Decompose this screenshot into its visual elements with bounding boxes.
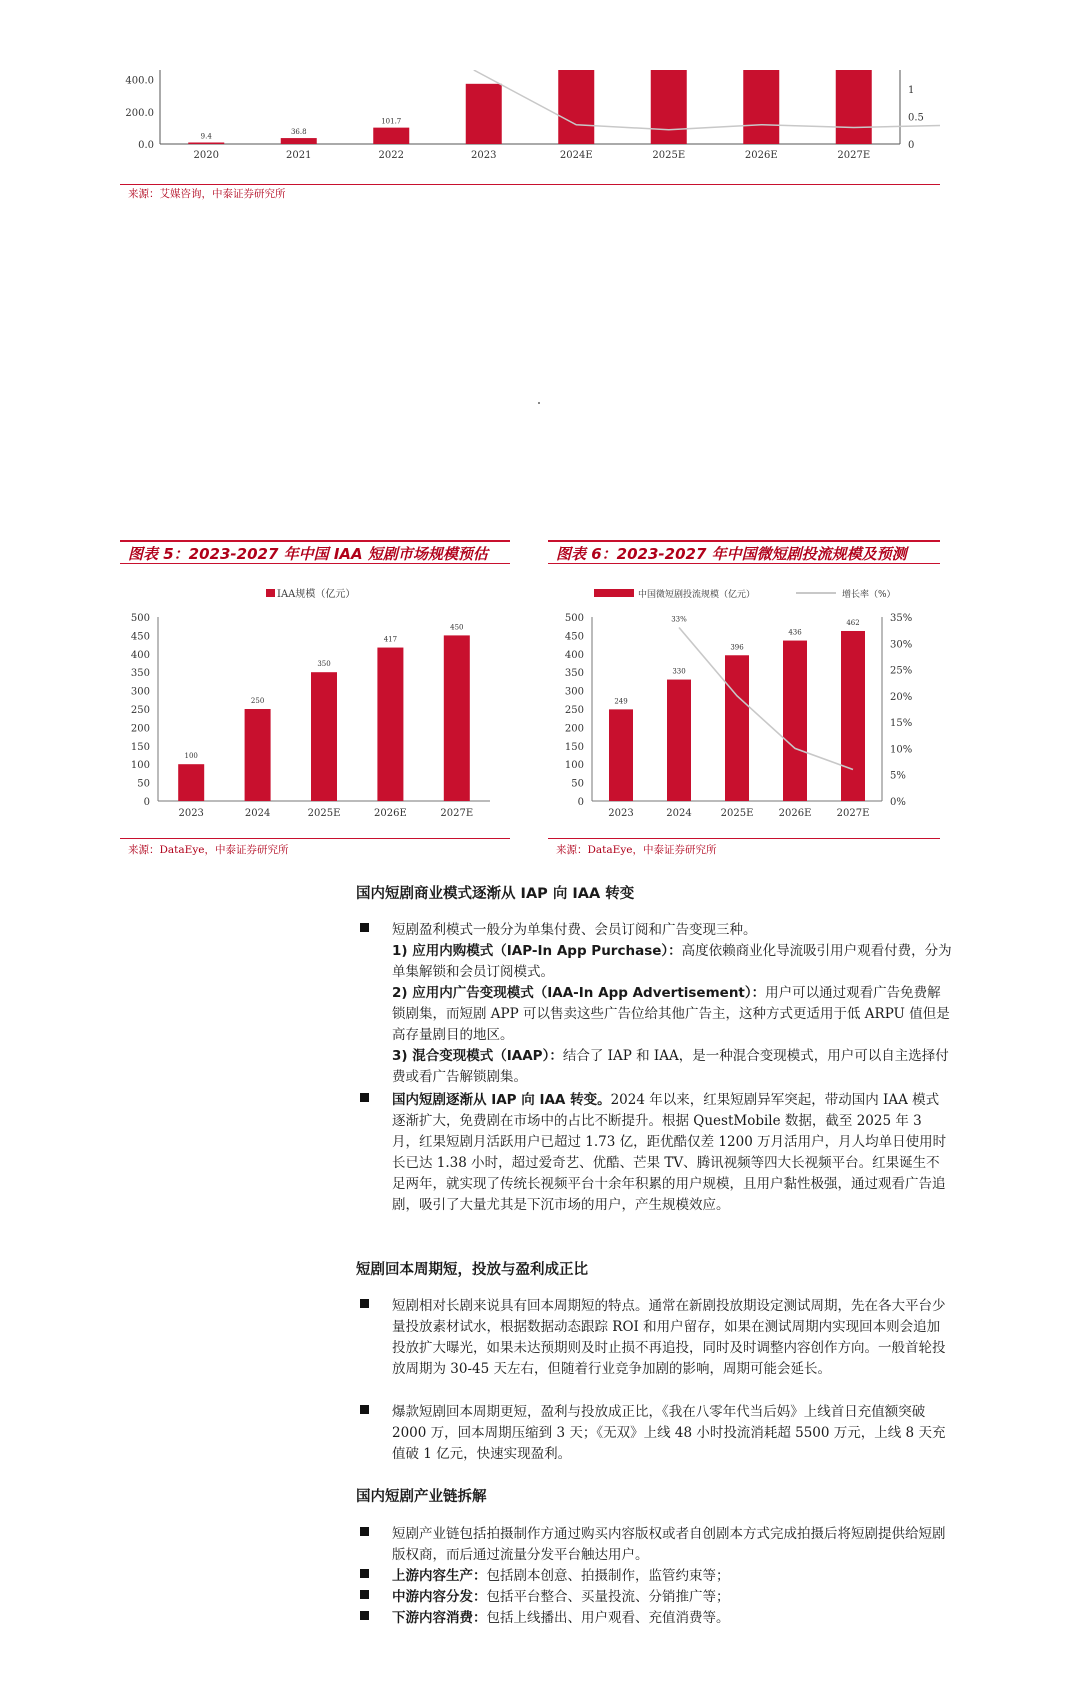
top-chart-source: 来源：艾媒咨询，中泰证券研究所 xyxy=(128,188,286,200)
y2-tick-label: 0.5 xyxy=(908,112,924,124)
bar xyxy=(651,70,687,144)
x-tick-label: 2027E xyxy=(440,808,474,819)
y-tick-label: 150 xyxy=(130,741,150,753)
bullet-text: 爆款短剧回本周期更短，盈利与投放成正比，《我在八零年代当后妈》上线首日充值额突破 2000 万，回本周期压缩到 3 天；《无双》上线 48 小时投流消耗超 5500 万元，上线 8 天充值破 1 亿元，快速实现盈利。 xyxy=(392,1404,946,1462)
bar xyxy=(466,84,502,144)
bar xyxy=(667,680,691,801)
bullet-square-icon xyxy=(360,1093,369,1102)
bar xyxy=(281,138,317,144)
bullet-square-icon xyxy=(360,1527,369,1536)
y-tick-label: 50 xyxy=(571,778,584,790)
bar xyxy=(188,142,224,144)
x-tick-label: 2024E xyxy=(559,150,593,161)
fig5-bottom-rule xyxy=(120,838,510,839)
bar xyxy=(841,631,865,801)
bar-value-label: 417 xyxy=(383,635,398,644)
legend-label: IAA规模（亿元） xyxy=(277,589,356,600)
legend-swatch xyxy=(266,589,275,597)
y-tick-label: 0 xyxy=(577,797,584,808)
y-tick-label: 200 xyxy=(130,723,150,735)
y-tick-label: 200 xyxy=(564,723,584,735)
fig6-source: 来源：DataEye，中泰证券研究所 xyxy=(556,844,717,856)
bar xyxy=(558,70,594,144)
bullet-square-icon xyxy=(360,1611,369,1620)
legend-bar-swatch xyxy=(594,589,634,597)
bullet-text: 短剧盈利模式一般分为单集付费、会员订阅和广告变现三种。 xyxy=(392,922,757,938)
bar xyxy=(783,641,807,801)
x-tick-label: 2023 xyxy=(471,150,497,161)
x-tick-label: 2026E xyxy=(778,808,812,819)
y-tick-label: 250 xyxy=(130,705,150,716)
bullet-square-icon xyxy=(360,1405,369,1414)
fig6-chart xyxy=(548,575,940,835)
bar xyxy=(311,672,337,801)
x-tick-label: 2022 xyxy=(378,150,404,161)
legend-line-label: 增长率（%） xyxy=(842,590,896,600)
bar xyxy=(245,709,271,801)
bullet-text: 中游内容分发：包括平台整合、买量投流、分销推广等； xyxy=(392,1589,730,1605)
bar-value-label: 350 xyxy=(317,660,331,669)
legend-bar-label: 中国微短剧投流规模（亿元） xyxy=(638,590,756,600)
y-tick-label: 450 xyxy=(564,631,584,643)
y-tick-label: 450 xyxy=(130,631,150,643)
divider xyxy=(120,184,940,185)
bar xyxy=(444,635,470,801)
y-tick-label: 0 xyxy=(143,797,150,808)
bullet-square-icon xyxy=(360,1590,369,1599)
sub-point-iaap: 3) 混合变现模式（IAAP）：结合了 IAP 和 IAA，是一种混合变现模式，用户可以自主选择付费或看广告解锁剧集。 xyxy=(392,1048,949,1085)
y2-tick-label: 20% xyxy=(890,691,913,703)
bar xyxy=(178,764,204,801)
bar xyxy=(377,648,403,801)
x-tick-label: 2020 xyxy=(193,150,219,161)
fig6-bottom-rule xyxy=(548,838,940,839)
bullet-text: 国内短剧逐渐从 IAP 向 IAA 转变。2024 年以来，红果短剧异军突起，带动国内 IAA 模式逐渐扩大，免费剧在市场中的占比不断提升。根据 QuestMobile 数据，截至 2025 年 3 月，红果短剧月活跃用户已超过 1.73 亿，距优酷仅差 1200 万月活用户，月人均单日使用时长已达 1.38 小时，超过爱奇艺、优酷、芒果 TV、腾讯视频等四大长视频平台。红果诞生不足两年，就实现了传统长视频平台十余年积累的用户规模，且用户黏性极强，通过观看广告追剧，吸引了大量尤其是下沉市场的用户，产生规模效应。 xyxy=(392,1092,947,1213)
bullet-text: 上游内容生产：包括剧本创意、拍摄制作，监管约束等； xyxy=(392,1568,730,1584)
bar xyxy=(609,709,633,801)
y2-tick-label: 10% xyxy=(890,744,913,756)
bullet-text: 短剧相对长剧来说具有回本周期短的特点。通常在新剧投放期设定测试周期，先在各大平台少量投放素材试水，根据数据动态跟踪 ROI 和用户留存，如果在测试周期内实现回本则会追加投放扩大曝光，如果未达预期则及时止损不再追投，同时及时调整内容创作方向。一般首轮投放周期为 30-45 天左右，但随着行业竞争加剧的影响，周期可能会延长。 xyxy=(392,1298,946,1377)
bar-value-label: 330 xyxy=(672,667,686,676)
y-tick-label: 250 xyxy=(564,705,584,716)
section-heading-2: 短剧回本周期短，投放与盈利成正比 xyxy=(356,1262,588,1278)
y2-tick-label: 1 xyxy=(908,85,915,96)
fig5-title: 图表 5：2023-2027 年中国 IAA 短剧市场规模预估 xyxy=(120,540,510,564)
x-tick-label: 2024 xyxy=(244,808,271,819)
bullet-square-icon xyxy=(360,1569,369,1578)
growth-line xyxy=(679,628,853,770)
bar-value-label: 100 xyxy=(184,752,198,761)
y2-tick-label: 35% xyxy=(890,613,913,624)
bar-value-label: 450 xyxy=(450,623,464,632)
x-tick-label: 2021 xyxy=(286,150,312,161)
bullet-2 xyxy=(392,1090,952,1216)
y2-tick-label: 0% xyxy=(890,797,906,808)
bar xyxy=(743,70,779,144)
y-tick-label: 400 xyxy=(130,649,150,661)
bullet-square-icon xyxy=(360,1299,369,1308)
x-tick-label: 2027E xyxy=(837,150,871,161)
x-tick-label: 2026E xyxy=(374,808,407,819)
fig6-title: 图表 6：2023-2027 年中国微短剧投流规模及预测 xyxy=(548,540,940,564)
y-tick-label: 100 xyxy=(130,760,150,772)
bullet-3 xyxy=(392,1296,952,1380)
x-tick-label: 2024 xyxy=(666,808,692,819)
bullet-6 xyxy=(392,1566,952,1587)
bullet-8 xyxy=(392,1608,952,1629)
bar-value-label: 9.4 xyxy=(200,132,212,141)
y-tick-label: 150 xyxy=(564,741,584,753)
y2-tick-label: 15% xyxy=(890,718,913,730)
bar xyxy=(725,655,749,801)
bar-value-label: 101.7 xyxy=(381,117,402,126)
y-tick-label: 500 xyxy=(130,613,150,624)
y2-tick-label: 30% xyxy=(890,639,913,651)
y-tick-label: 0.0 xyxy=(138,140,154,151)
y-tick-label: 400 xyxy=(564,649,584,661)
section-heading-3: 国内短剧产业链拆解 xyxy=(356,1489,487,1505)
bar-value-label: 462 xyxy=(846,618,860,627)
top-chart xyxy=(120,70,940,170)
y-tick-label: 400.0 xyxy=(125,75,154,87)
bar xyxy=(836,70,872,144)
bullet-1 xyxy=(392,920,952,1088)
y2-tick-label: 25% xyxy=(890,665,913,677)
growth-point-label: 33% xyxy=(671,615,687,624)
bullet-5 xyxy=(392,1524,952,1566)
x-tick-label: 2023 xyxy=(608,808,634,819)
y-tick-label: 300 xyxy=(564,686,584,698)
x-tick-label: 2026E xyxy=(744,150,778,161)
y-tick-label: 350 xyxy=(564,668,584,680)
bar-value-label: 36.8 xyxy=(290,128,307,137)
bar-value-label: 249 xyxy=(614,697,628,706)
dot xyxy=(538,402,540,404)
x-tick-label: 2025E xyxy=(652,150,686,161)
bullet-text: 短剧产业链包括拍摄制作方通过购买内容版权或者自创剧本方式完成拍摄后将短剧提供给短剧版权商，而后通过流量分发平台触达用户。 xyxy=(392,1526,946,1563)
y2-tick-label: 0 xyxy=(908,140,915,151)
sub-point-iap: 1) 应用内购模式（IAP-In App Purchase）：高度依赖商业化导流吸引用户观看付费，分为单集解锁和会员订阅模式。 xyxy=(392,943,952,980)
y-tick-label: 200.0 xyxy=(125,107,154,119)
x-tick-label: 2023 xyxy=(178,808,204,819)
x-tick-label: 2027E xyxy=(836,808,870,819)
bullet-4 xyxy=(392,1402,952,1465)
bar xyxy=(373,128,409,144)
bar-value-label: 250 xyxy=(250,697,265,705)
y-tick-label: 500 xyxy=(564,613,584,624)
y-tick-label: 100 xyxy=(564,760,584,772)
y-tick-label: 300 xyxy=(130,686,150,698)
y-tick-label: 50 xyxy=(137,778,150,790)
x-tick-label: 2025E xyxy=(720,808,754,819)
bullet-7 xyxy=(392,1587,952,1608)
bar-value-label: 436 xyxy=(788,628,802,637)
fig5-chart xyxy=(120,575,510,835)
bar-value-label: 396 xyxy=(730,643,744,652)
bullet-square-icon xyxy=(360,923,369,932)
section-heading-1: 国内短剧商业模式逐渐从 IAP 向 IAA 转变 xyxy=(356,886,635,902)
sub-point-iaa: 2) 应用内广告变现模式（IAA-In App Advertisement）：用户可以通过观看广告免费解锁剧集，而短剧 APP 可以售卖这些广告位给其他广告主，这种方式更适用于低 ARPU 值但是高存量剧目的地区。 xyxy=(392,985,950,1043)
fig5-source: 来源：DataEye，中泰证券研究所 xyxy=(128,844,289,856)
x-tick-label: 2025E xyxy=(307,808,341,819)
y2-tick-label: 5% xyxy=(890,770,906,782)
y-tick-label: 350 xyxy=(130,668,150,680)
bullet-text: 下游内容消费：包括上线播出、用户观看、充值消费等。 xyxy=(392,1610,730,1626)
